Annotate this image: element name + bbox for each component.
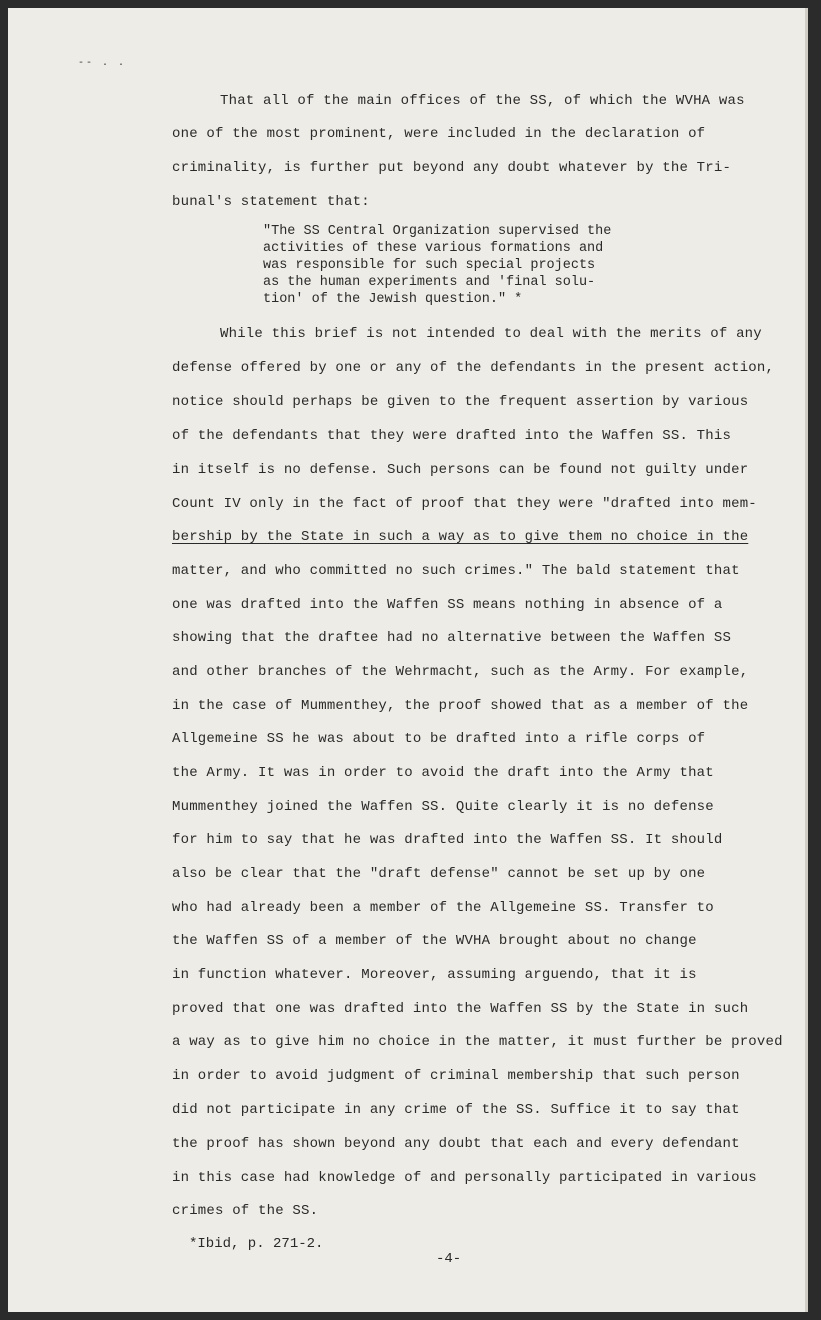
quote-line: as the human experiments and 'final solu- bbox=[263, 275, 596, 290]
text-line: of the defendants that they were drafted into the Waffen SS. This bbox=[172, 428, 732, 444]
text-line: crimes of the SS. bbox=[172, 1203, 319, 1219]
text-line-underlined: did not participate in any crime of the SS. Suffice it to say that bbox=[172, 1102, 740, 1118]
text-line: one of the most prominent, were included in the declaration of bbox=[172, 126, 706, 142]
text-line: who had already been a member of the Allgemeine SS. Transfer to bbox=[172, 900, 714, 916]
text-line: While this brief is not intended to deal with the merits of any bbox=[220, 326, 762, 342]
text-line: one was drafted into the Waffen SS means nothing in absence of a bbox=[172, 597, 723, 613]
quote-line: tion' of the Jewish question." * bbox=[263, 292, 523, 307]
page-number: -4- bbox=[436, 1251, 462, 1267]
text-line: in the case of Mummenthey, the proof showed that as a member of the bbox=[172, 698, 749, 714]
text-line: the proof has shown beyond any doubt that each and every defendant bbox=[172, 1136, 740, 1152]
text-line: proved that one was drafted into the Waffen SS by the State in such bbox=[172, 1001, 749, 1017]
text-line: the Waffen SS of a member of the WVHA brought about no change bbox=[172, 933, 697, 949]
text-line: a way as to give him no choice in the matter, it must further be proved bbox=[172, 1034, 783, 1050]
text-line: in itself is no defense. Such persons can be found not guilty under bbox=[172, 462, 749, 478]
quote-line: was responsible for such special projects bbox=[263, 258, 596, 273]
text-line: Count IV only in the fact of proof that they were "drafted into mem- bbox=[172, 496, 757, 512]
quote-line: "The SS Central Organization supervised the bbox=[263, 224, 612, 239]
text-line-underlined: bership by the State in such a way as to give them no choice in the bbox=[172, 529, 749, 545]
text-line: the Army. It was in order to avoid the draft into the Army that bbox=[172, 765, 714, 781]
text-line: criminality, is further put beyond any doubt whatever by the Tri- bbox=[172, 160, 732, 176]
text-line: That all of the main offices of the SS, of which the WVHA was bbox=[220, 93, 745, 109]
corner-mark: -- . . bbox=[78, 58, 127, 69]
text-line-underlined: matter, and who committed no such crimes." The bald statement that bbox=[172, 563, 740, 579]
document-page bbox=[8, 8, 808, 1312]
quote-line: activities of these various formations and bbox=[263, 241, 604, 256]
text-line: in function whatever. Moreover, assuming arguendo, that it is bbox=[172, 967, 697, 983]
text-line: bunal's statement that: bbox=[172, 194, 370, 210]
footnote: *Ibid, p. 271-2. bbox=[189, 1236, 324, 1252]
text-line: in this case had knowledge of and personally participated in various bbox=[172, 1170, 757, 1186]
text-line: showing that the draftee had no alternative between the Waffen SS bbox=[172, 630, 732, 646]
text-line: and other branches of the Wehrmacht, such as the Army. For example, bbox=[172, 664, 749, 680]
text-line: for him to say that he was drafted into the Waffen SS. It should bbox=[172, 832, 723, 848]
text-line: in order to avoid judgment of criminal membership that such person bbox=[172, 1068, 740, 1084]
text-line: Mummenthey joined the Waffen SS. Quite clearly it is no defense bbox=[172, 799, 714, 815]
text-line: Allgemeine SS he was about to be drafted into a rifle corps of bbox=[172, 731, 706, 747]
text-line: also be clear that the "draft defense" cannot be set up by one bbox=[172, 866, 706, 882]
text-line: defense offered by one or any of the defendants in the present action, bbox=[172, 360, 775, 376]
text-line: notice should perhaps be given to the frequent assertion by various bbox=[172, 394, 749, 410]
